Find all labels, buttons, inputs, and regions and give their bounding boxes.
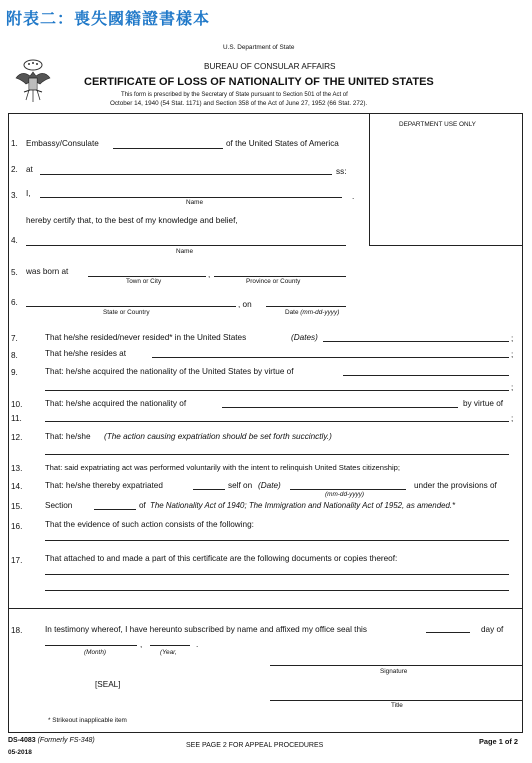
nationality-field[interactable] bbox=[222, 407, 458, 408]
section-divider bbox=[8, 608, 522, 609]
he-she-label: That: he/she bbox=[45, 432, 91, 441]
province-field[interactable] bbox=[214, 276, 346, 277]
acquired-nationality-text: That: he/she acquired the nationality of bbox=[45, 399, 187, 408]
department-use-box bbox=[369, 113, 523, 246]
usa-label: of the United States of America bbox=[226, 139, 339, 148]
act-text: The Nationality Act of 1940; The Immigration and Nationality Act of 1952, as amended.* bbox=[150, 501, 456, 510]
item-number: 9. bbox=[11, 368, 18, 377]
name-field[interactable] bbox=[40, 197, 342, 198]
item-number: 3. bbox=[11, 191, 18, 200]
form-number: DS-4083 (Formerly FS-348) bbox=[8, 737, 95, 744]
voluntary-text: That: said expatriating act was performed voluntarily with the intent to relinquish United States citizenship; bbox=[45, 463, 400, 472]
state-field[interactable] bbox=[26, 306, 236, 307]
semicolon: ; bbox=[511, 414, 514, 423]
item-number: 11. bbox=[11, 414, 22, 423]
self-on-label: self on bbox=[228, 481, 253, 490]
expatriation-date-field[interactable] bbox=[290, 489, 406, 490]
comma-label: , bbox=[208, 270, 211, 279]
month-sublabel: (Month) bbox=[84, 649, 107, 656]
item-number: 4. bbox=[11, 236, 18, 245]
date-label: (Date) bbox=[258, 481, 281, 490]
section-label: Section bbox=[45, 501, 73, 510]
resides-text: That he/she resides at bbox=[45, 349, 127, 358]
item-number: 2. bbox=[11, 165, 18, 174]
dates-label: (Dates) bbox=[291, 333, 318, 342]
by-virtue-label: by virtue of bbox=[463, 399, 504, 408]
seal-label: [SEAL] bbox=[95, 680, 121, 689]
section-field[interactable] bbox=[94, 509, 136, 510]
bureau-name: BUREAU OF CONSULAR AFFAIRS bbox=[204, 62, 336, 71]
signature-label: Signature bbox=[380, 668, 408, 675]
item-number: 10. bbox=[11, 400, 23, 409]
residence-dates-field[interactable] bbox=[323, 341, 509, 342]
certify-text: hereby certify that, to the best of my knowledge and belief, bbox=[26, 216, 238, 225]
location-field[interactable] bbox=[40, 174, 332, 175]
acquired-field-2[interactable] bbox=[45, 390, 509, 391]
item-number: 8. bbox=[11, 351, 18, 360]
evidence-text: That the evidence of such action consists of the following: bbox=[45, 520, 254, 529]
item-number: 16. bbox=[11, 522, 23, 531]
great-seal-eagle-icon bbox=[14, 58, 52, 104]
acquired-field[interactable] bbox=[343, 375, 509, 376]
embassy-field[interactable] bbox=[113, 148, 223, 149]
town-sublabel: Town or City bbox=[126, 278, 162, 285]
name-field-4[interactable] bbox=[26, 245, 346, 246]
name-sublabel: Name bbox=[186, 199, 204, 206]
item-number: 13. bbox=[11, 464, 23, 473]
comma-label: , bbox=[140, 640, 143, 649]
item-number: 18. bbox=[11, 626, 23, 635]
expatriated-text: That: he/she thereby expatriated bbox=[45, 481, 163, 490]
period-label: . bbox=[196, 640, 199, 649]
page-number: Page 1 of 2 bbox=[479, 737, 519, 746]
acquired-text: That: he/she acquired the nationality of the United States by virtue of bbox=[45, 367, 294, 376]
name-sublabel-4: Name bbox=[176, 248, 194, 255]
form-title: CERTIFICATE OF LOSS OF NATIONALITY OF THE UNITED STATES bbox=[84, 76, 434, 88]
item-number: 7. bbox=[11, 334, 18, 343]
day-of-label: day of bbox=[481, 625, 504, 634]
semicolon: ; bbox=[511, 334, 514, 343]
title-label: Title bbox=[391, 702, 403, 709]
resided-text: That he/she resided/never resided* in the United States bbox=[45, 333, 247, 342]
expatriation-action-field[interactable] bbox=[45, 454, 509, 455]
attached-text: That attached to and made a part of this certificate are the following documents or copies thereof: bbox=[45, 554, 398, 563]
appeal-note: SEE PAGE 2 FOR APPEAL PROCEDURES bbox=[186, 742, 324, 749]
title-field[interactable] bbox=[270, 700, 522, 701]
virtue-field[interactable] bbox=[45, 421, 509, 422]
of-label: of bbox=[139, 501, 146, 510]
prescribed-line-1: This form is prescribed by the Secretary of State pursuant to Section 501 of the Act of bbox=[121, 92, 348, 98]
testimony-text: In testimony whereof, I have hereunto subscribed by name and affixed my office seal this bbox=[45, 625, 367, 634]
at-label: at bbox=[26, 165, 33, 174]
item-number: 15. bbox=[11, 502, 23, 511]
pronoun-field[interactable] bbox=[193, 489, 225, 490]
documents-field-1[interactable] bbox=[45, 574, 509, 575]
year-field[interactable] bbox=[150, 645, 190, 646]
prescribed-line-2: October 14, 1940 (54 Stat. 1171) and Section 358 of the Act of June 27, 1952 (66 Stat. 272). bbox=[110, 100, 368, 107]
form-date: 05-2018 bbox=[8, 749, 32, 756]
item-number: 5. bbox=[11, 268, 18, 277]
day-field[interactable] bbox=[426, 632, 470, 633]
date-format-sublabel: (mm-dd-yyyy) bbox=[325, 491, 365, 498]
period-label: . bbox=[352, 192, 355, 201]
item-number: 12. bbox=[11, 433, 23, 442]
annex-title: 附表二：喪失國籍證書樣本 bbox=[6, 9, 211, 28]
item-number: 17. bbox=[11, 556, 23, 565]
born-label: was born at bbox=[26, 267, 69, 276]
on-label: , on bbox=[238, 300, 252, 309]
month-field[interactable] bbox=[45, 645, 137, 646]
birth-date-field[interactable] bbox=[266, 306, 346, 307]
province-sublabel: Province or County bbox=[246, 278, 301, 285]
residence-field[interactable] bbox=[152, 357, 509, 358]
town-field[interactable] bbox=[88, 276, 206, 277]
department-name: U.S. Department of State bbox=[223, 44, 295, 51]
state-sublabel: State or Country bbox=[103, 309, 150, 316]
evidence-field[interactable] bbox=[45, 540, 509, 541]
date-sublabel: Date (mm-dd-yyyy) bbox=[285, 309, 340, 316]
department-use-label: DEPARTMENT USE ONLY bbox=[399, 121, 476, 128]
signature-field[interactable] bbox=[270, 665, 522, 666]
semicolon: ; bbox=[511, 383, 514, 392]
strikeout-note: * Strikeout inapplicable item bbox=[48, 717, 127, 724]
i-label: I, bbox=[26, 189, 31, 198]
ss-label: ss: bbox=[336, 167, 347, 176]
expatriation-instruction: (The action causing expatriation should be set forth succinctly.) bbox=[104, 432, 332, 441]
item-number: 14. bbox=[11, 482, 23, 491]
year-sublabel: (Year, bbox=[160, 649, 177, 656]
documents-field-2[interactable] bbox=[45, 590, 509, 591]
semicolon: ; bbox=[511, 350, 514, 359]
item-number: 1. bbox=[11, 139, 18, 148]
provisions-label: under the provisions of bbox=[414, 481, 497, 490]
embassy-label: Embassy/Consulate bbox=[26, 139, 99, 148]
item-number: 6. bbox=[11, 298, 18, 307]
